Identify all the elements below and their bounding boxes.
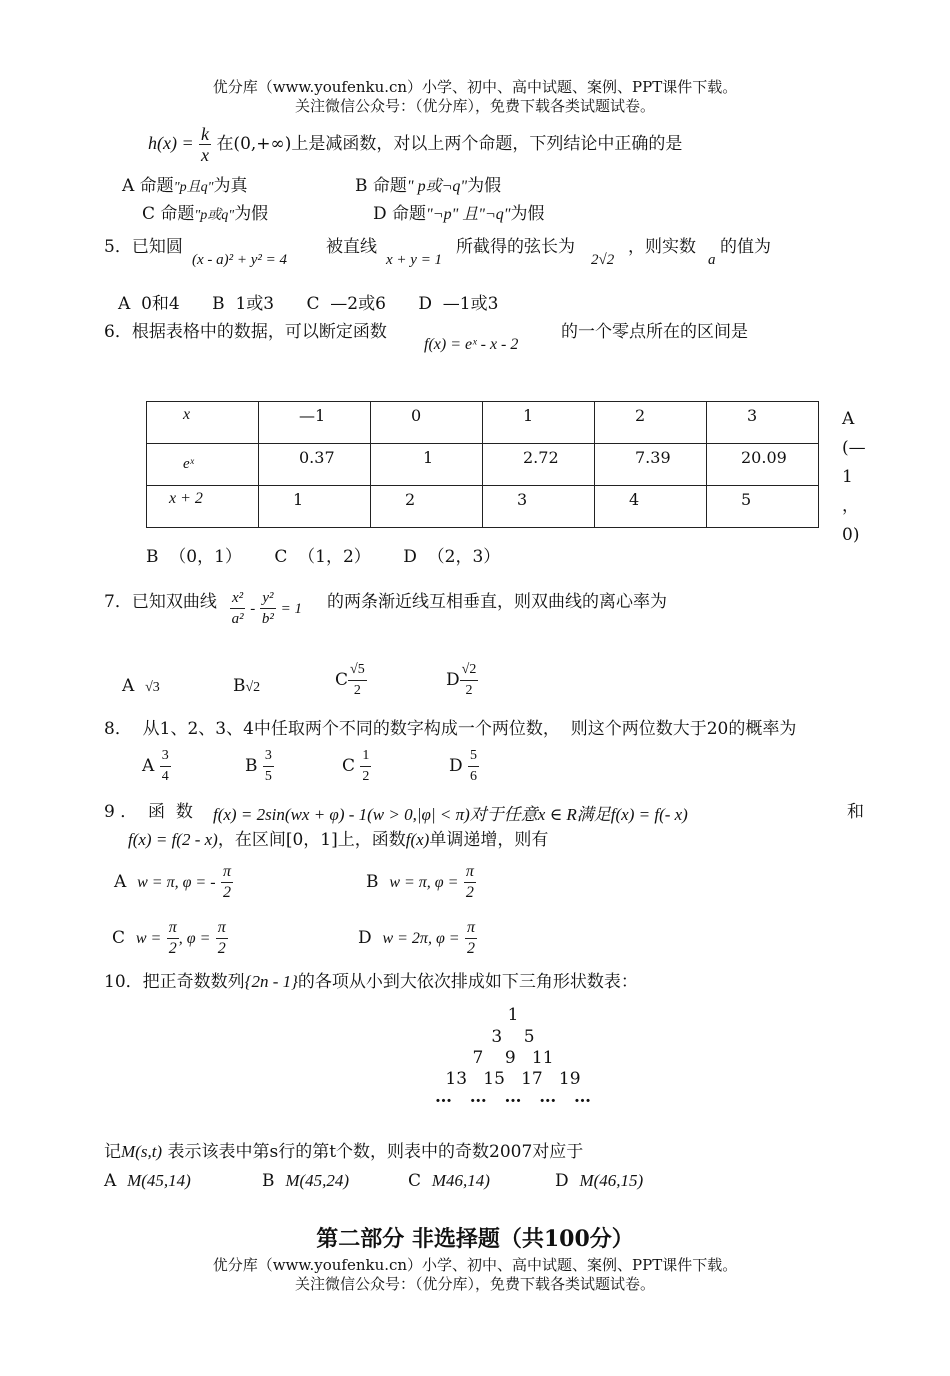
q8-option-d: D $\frac{5}{6}$ <box>449 748 478 784</box>
part-two-title: 第二部分 非选择题（共100分） <box>316 1226 634 1252</box>
q10-option-c: C M46,14) <box>408 1171 490 1191</box>
triangle-row-3: 7 9 11 <box>472 1048 554 1068</box>
table-cell: 20.09 <box>707 444 819 486</box>
q10-note: 记M(s,t) 表示该表中第s行的第t个数，则表中的奇数2007对应于 <box>104 1142 584 1162</box>
q9-option-c: C w = $\frac{\pi}{2}$ , φ = $\frac{\pi}{2}$ <box>112 919 226 957</box>
table-cell: 0.37 <box>259 444 371 486</box>
q4-fraction: $\frac{k}{x}$ <box>201 124 210 165</box>
q9-option-a: A w = π, φ = - $\frac{\pi}{2}$ <box>114 863 231 901</box>
q10-lead: 10．把正奇数数列{2n - 1}的各项从小到大依次排成如下三角形状数表： <box>104 972 638 992</box>
q6-option-a: A (— 1 ， 0) <box>842 409 866 545</box>
q7-tail: 的两条渐近线互相垂直，则双曲线的离心率为 <box>327 592 667 612</box>
q8-text: 8． 从1、2、3、4中任取两个不同的数字构成一个两位数， 则这个两位数大于20的概率为 <box>104 719 797 739</box>
q6-lead: 6．根据表格中的数据，可以断定函数 <box>104 322 387 342</box>
triangle-row-5: … … … … … <box>434 1087 592 1107</box>
table-cell: 3 <box>707 402 819 444</box>
table-cell: —1 <box>259 402 371 444</box>
q8-option-a: A $\frac{3}{4}$ <box>142 748 169 784</box>
q7-lead: 7．已知双曲线 <box>104 592 217 612</box>
table-row <box>147 486 819 528</box>
q4-option-d: D 命题"¬p" 且"¬q"为假 <box>373 204 545 224</box>
table-row <box>147 402 819 444</box>
q5-mid: 被直线 <box>326 237 377 257</box>
footer-line-2: 关注微信公众号：（优分库），免费下载各类试题试卷。 <box>294 1275 655 1293</box>
triangle-row-1: 1 <box>507 1005 519 1025</box>
q5-circle: (x - a)² + y² = 4 <box>192 252 288 268</box>
q10-option-b: B M(45,24) <box>262 1171 350 1191</box>
table-cell: 0 <box>371 402 483 444</box>
q4-option-b: B 命题" p或¬q"为假 <box>355 176 502 196</box>
q9-condition: f(x) = f(2 - x)，在区间[0，1]上，函数f(x)单调递增，则有 <box>128 830 549 850</box>
q10-option-d: D M(46,15) <box>555 1171 644 1191</box>
q9-option-d: D w = 2π, φ = $\frac{\pi}{2}$ <box>358 919 476 957</box>
q9-func: f(x) = 2sin(wx + φ) - 1(w > 0,|φ| < π)对于任意x ∈ R满足f(x) = f(- x) <box>213 805 688 824</box>
q4-option-c: C 命题"p或q"为假 <box>142 204 269 224</box>
q10-option-a: A M(45,14) <box>104 1171 191 1191</box>
q5-mid3: ，则实数 <box>628 237 696 257</box>
q5-lead: 5．已知圆 <box>104 237 183 257</box>
q4-text: 在(0,+∞)上是减函数，对以上两个命题，下列结论中正确的是 <box>216 134 683 154</box>
table-cell: 3 <box>483 486 595 528</box>
q4-option-a: A 命题"p且q"为真 <box>122 176 248 196</box>
q4-statement <box>148 124 682 165</box>
q4-func: h(x) = <box>148 133 194 153</box>
triangle-row-4: 13 15 17 19 <box>445 1069 581 1089</box>
q7-hyperbola: $\frac{\text{x²}}{\text{a²}}$ - $\frac{\text{y²}}{\text{b²}}$ = 1 <box>231 590 302 627</box>
q7-option-c: C $\frac{√5}{2}$ <box>335 662 365 698</box>
q5-options: A 0和4 B 1或3 C —2或6 D —1或3 <box>118 294 499 314</box>
table-cell: 7.39 <box>595 444 707 486</box>
q9-lead: 9 ． 函 数 <box>104 802 193 822</box>
q5-tail: 的值为 <box>720 237 771 257</box>
table-cell: 4 <box>595 486 707 528</box>
table-row <box>147 444 819 486</box>
table-cell: 2.72 <box>483 444 595 486</box>
q9-option-b: B w = π, φ = $\frac{\pi}{2}$ <box>366 863 474 901</box>
q6-func: f(x) = eˣ - x - 2 <box>424 336 519 353</box>
table-cell: 1 <box>259 486 371 528</box>
table-cell: 5 <box>707 486 819 528</box>
triangle-row-2: 3 5 <box>491 1027 535 1047</box>
q7-option-b: B√2 <box>233 676 261 696</box>
header-line-2: 关注微信公众号：（优分库），免费下载各类试题试卷。 <box>294 97 655 115</box>
q6-tail: 的一个零点所在的区间是 <box>561 322 748 342</box>
q7-option-d: D $\frac{√2}{2}$ <box>446 662 477 698</box>
header-line-1: 优分库（www.youfenku.cn）小学、初中、高中试题、案例、PPT课件下载。 <box>212 78 738 96</box>
table-row-label: x <box>147 402 259 444</box>
q7-option-a: A √3 <box>122 676 160 696</box>
table-cell: 1 <box>483 402 595 444</box>
table-cell: 2 <box>595 402 707 444</box>
q5-mid2: 所截得的弦长为 <box>456 237 575 257</box>
footer-line-1: 优分库（www.youfenku.cn）小学、初中、高中试题、案例、PPT课件下载。 <box>212 1256 738 1274</box>
q6-options: B （0，1） C （1，2） D （2，3） <box>146 547 501 567</box>
table-cell: 1 <box>371 444 483 486</box>
q6-data-table <box>146 401 819 528</box>
table-row-label: x + 2 <box>147 486 259 528</box>
table-row-label: eˣ <box>147 444 259 486</box>
table-cell: 2 <box>371 486 483 528</box>
q5-var: a <box>708 252 716 268</box>
q5-chord: 2√2 <box>591 252 615 268</box>
q5-line: x + y = 1 <box>386 252 443 268</box>
q8-option-b: B $\frac{3}{5}$ <box>245 748 272 784</box>
q9-and: 和 <box>847 802 864 822</box>
q8-option-c: C $\frac{1}{2}$ <box>342 748 370 784</box>
